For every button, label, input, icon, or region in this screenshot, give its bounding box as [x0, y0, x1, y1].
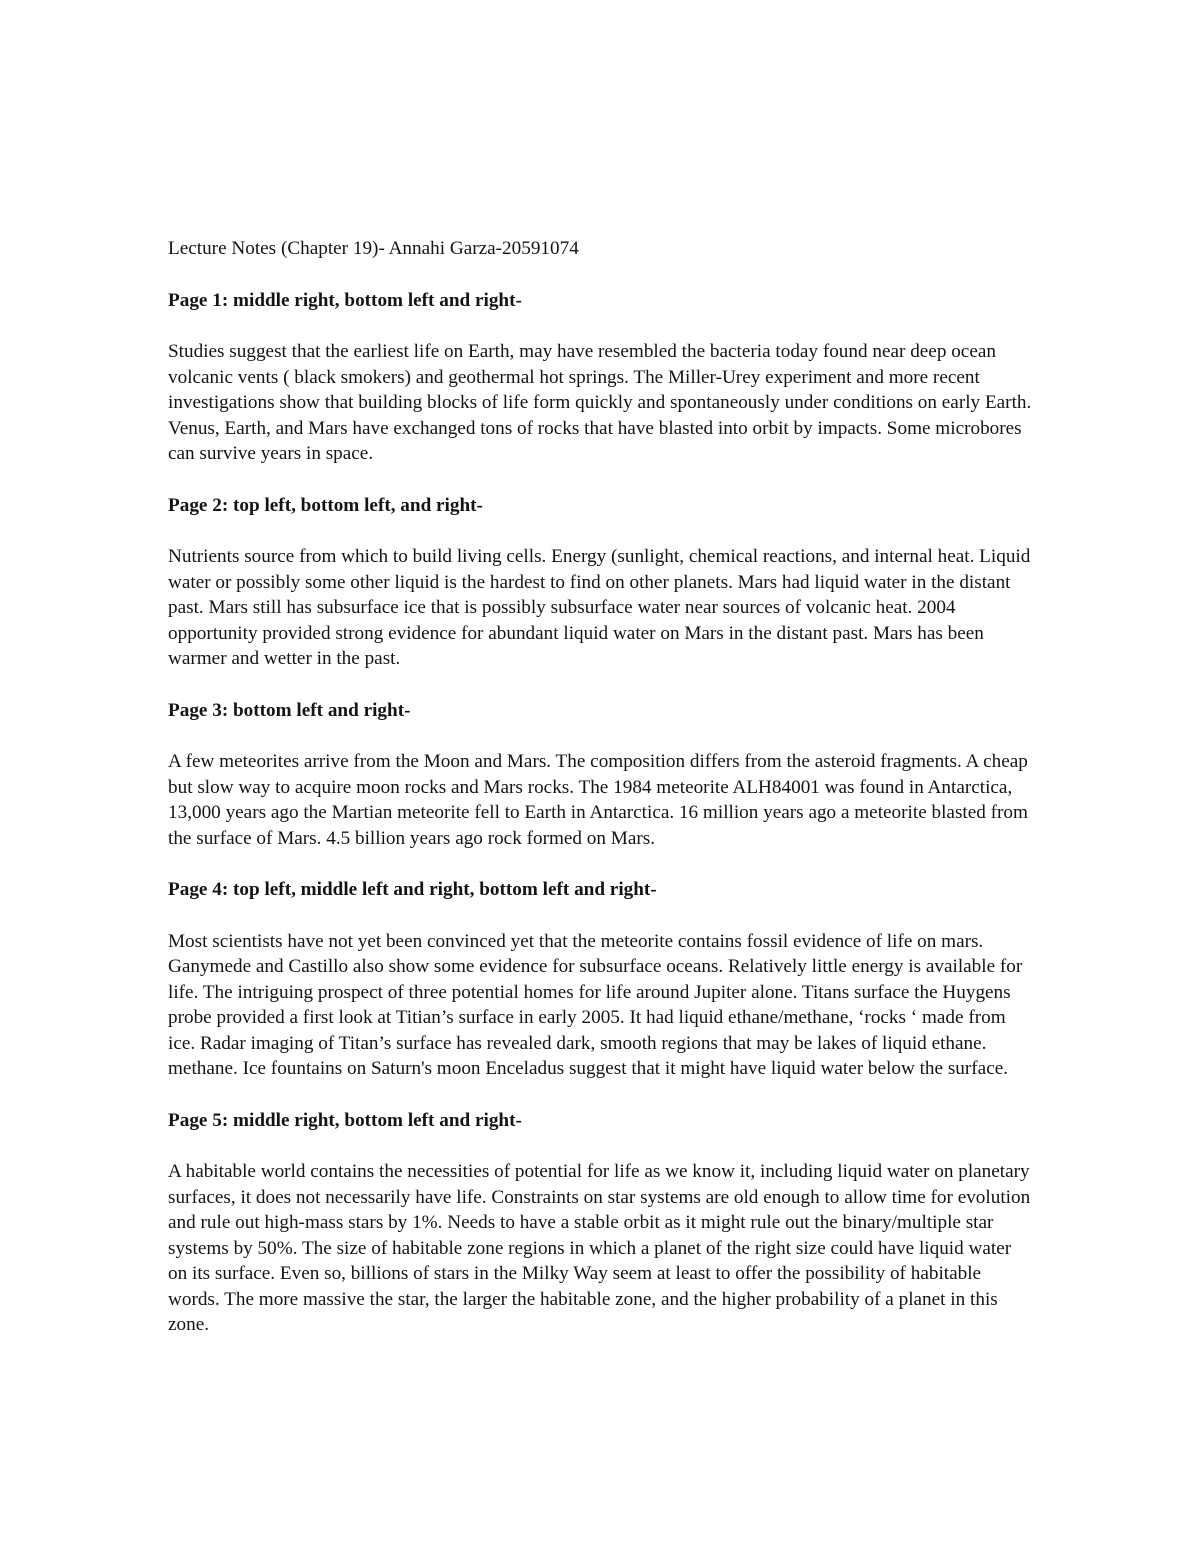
section-body: A habitable world contains the necessities of potential for life as we know it, including liquid water on planetary surfaces, it does not necessarily have life. Constraints on star systems are old enough to allow time for evolution and rule out high-mass stars by 1%. Needs to have a stable orbit as it might rule out the binary/multiple star systems by 50%. The size of habitable zone regions in which a planet of the right size could have liquid water on its surface. Even so, billions of stars in the Milky Way seem at least to offer the possibility of habitable words. The more massive the star, the larger the habitable zone, and the higher probability of a planet in this zone.: [168, 1161, 1031, 1335]
section-body: Nutrients source from which to build living cells. Energy (sunlight, chemical reactions, and internal heat. Liquid water or possibly some other liquid is the hardest to find on other planets. Mars had liquid water in the distant past. Mars still has subsurface ice that is possibly subsurface water near sources of volcanic heat. 2004 opportunity provided strong evidence for abundant liquid water on Mars in the distant past. Mars has been warmer and wetter in the past.: [168, 546, 1031, 669]
section-page-5: [168, 1108, 1034, 1338]
section-heading: Page 3: bottom left and right-: [168, 699, 411, 721]
section-heading: Page 4: top left, middle left and right, bottom left and right-: [168, 879, 657, 900]
section-page-1: [168, 288, 1034, 467]
section-page-2: [168, 493, 1034, 672]
section-page-4: [168, 877, 1034, 1082]
section-body: A few meteorites arrive from the Moon and Mars. The composition differs from the asteroid fragments. A cheap but slow way to acquire moon rocks and Mars rocks. The 1984 meteorite ALH84001 was found in Antarctica, 13,000 years ago the Martian meteorite fell to Earth in Antarctica. 16 million years ago a meteorite blasted from the surface of Mars. 4.5 billion years ago rock formed on Mars.: [168, 751, 1028, 849]
document-title: Lecture Notes (Chapter 19)- Annahi Garza-20591074: [168, 238, 579, 259]
section-heading: Page 2: top left, bottom left, and right-: [168, 494, 483, 516]
section-heading: Page 1: middle right, bottom left and right-: [168, 289, 522, 311]
section-body: Most scientists have not yet been convinced yet that the meteorite contains fossil evidence of life on mars. Ganymede and Castillo also show some evidence for subsurface oceans. Relatively little energy is available for life. The intriguing prospect of three potential homes for life around Jupiter alone. Titans surface the Huygens probe provided a first look at Titian’s surface in early 2005. It had liquid ethane/methane, ‘rocks ‘ made from ice. Radar imaging of Titan’s surface has revealed dark, smooth regions that may be lakes of liquid ethane. methane. Ice fountains on Saturn's moon Enceladus suggest that it might have liquid water below the surface.: [168, 930, 1023, 1079]
section-heading: Page 5: middle right, bottom left and right-: [168, 1109, 522, 1131]
section-page-3: [168, 698, 1034, 852]
section-body: Studies suggest that the earliest life on Earth, may have resembled the bacteria today found near deep ocean volcanic vents ( black smokers) and geothermal hot springs. The Miller-Urey experiment and more recent investigations show that building blocks of life form quickly and spontaneously under conditions on early Earth. Venus, Earth, and Mars have exchanged tons of rocks that have blasted into orbit by impacts. Some microbores can survive years in space.: [168, 341, 1032, 464]
document-page: [168, 236, 1034, 1364]
